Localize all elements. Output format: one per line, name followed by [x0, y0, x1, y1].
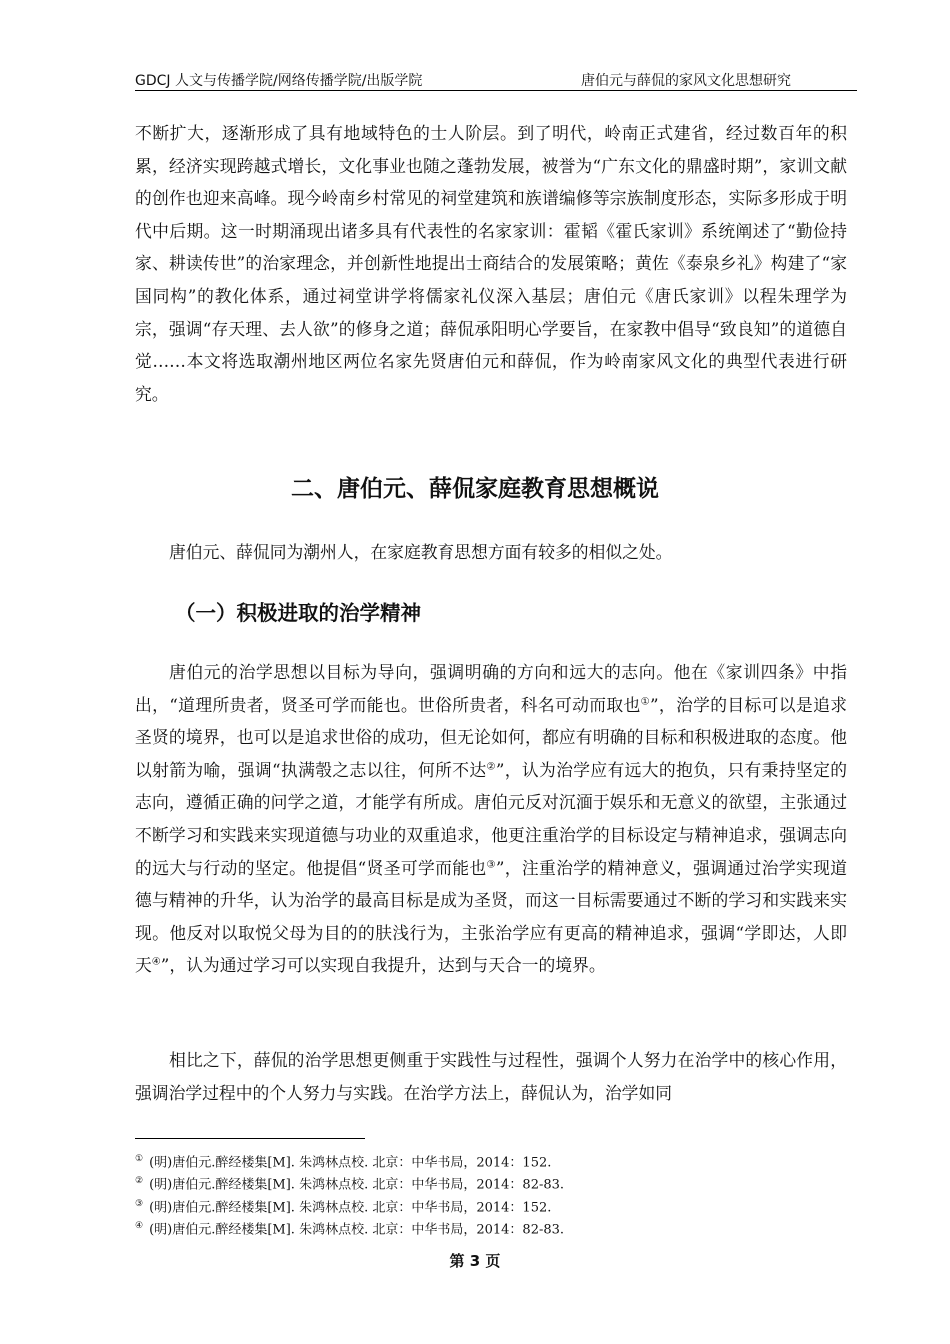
footnote-item: [135, 1150, 855, 1172]
paragraph-text: ”，认为治学应有远大的抱负，只有秉持坚定的志向，遵循正确的问学之道，才能学有所成。唐伯元反对沉湎于娱乐和无意义的欲望，主张通过不断学习和实践来实现道德与功业的双重追求，他更注重治学的目标设定与精神追求，强调志向的远大与行动的坚定。他提倡“贤圣可学而能也: [135, 759, 847, 878]
footnote-mark: ①: [135, 1154, 144, 1164]
body-paragraph-tang: [135, 656, 847, 982]
header-institution: GDCJ 人文与传播学院/网络传播学院/出版学院: [135, 73, 423, 89]
subsection-heading: （一）积极进取的治学精神: [175, 601, 421, 625]
paragraph-text: 唐伯元的治学思想以目标为导向，强调明确的方向和远大的志向。他在《家训四条》中指出，“道理所贵者，贤圣可学而能也。世俗所贵者，科名可动而取也: [135, 662, 847, 715]
paragraph-text: ”，认为通过学习可以实现自我提升，达到与天合一的境界。: [160, 955, 606, 976]
paragraph-text: ”，治学的目标可以是追求圣贤的境界，也可以是追求世俗的成功，但无论如何，都应有明确的目标和积极进取的态度。他以射箭为喻，强调“执满彀之志以往，何所不达: [135, 694, 847, 780]
footnote-text: (明)唐伯元.醉经楼集[M]. 朱鸿林点校. 北京：中华书局，2014：152.: [149, 1199, 552, 1215]
footnote-item: [135, 1217, 855, 1239]
running-header: [135, 70, 857, 91]
footnote-ref-3[interactable]: ③: [486, 858, 496, 870]
paragraph-text: ”，注重治学的精神意义，强调通过治学实现道德与精神的升华，认为治学的最高目标是成为圣贤，而这一目标需要通过不断的学习和实践来实现。他反对以取悦父母为目的的肤浅行为，主张治学应有更高的精神追求，强调“学即达，人即天: [135, 857, 847, 976]
footnote-divider: [135, 1138, 365, 1139]
footnote-text: (明)唐伯元.醉经楼集[M]. 朱鸿林点校. 北京：中华书局，2014：152.: [149, 1155, 552, 1171]
footnote-ref-2[interactable]: ②: [486, 761, 496, 773]
section-intro-paragraph: 唐伯元、薛侃同为潮州人，在家庭教育思想方面有较多的相似之处。: [169, 542, 673, 562]
header-paper-title: 唐伯元与薛侃的家风文化思想研究: [581, 73, 791, 89]
body-paragraph-1: 不断扩大，逐渐形成了具有地域特色的士人阶层。到了明代，岭南正式建省，经过数百年的积累，经济实现跨越式增长，文化事业也随之蓬勃发展，被誉为“广东文化的鼎盛时期”，家训文献的创作也迎来高峰。现今岭南乡村常见的祠堂建筑和族谱编修等宗族制度形态，实际多形成于明代中后期。这一时期涌现出诸多具有代表性的名家家训：霍韬《霍氏家训》系统阐述了“勤俭持家、耕读传世”的治家理念，并创新性地提出士商结合的发展策略；黄佐《泰泉乡礼》构建了“家国同构”的教化体系，通过祠堂讲学将儒家礼仪深入基层；唐伯元《唐氏家训》以程朱理学为宗，强调“存天理、去人欲”的修身之道；薛侃承阳明心学要旨，在家教中倡导“致良知”的道德自觉……本文将选取潮州地区两位名家先贤唐伯元和薛侃，作为岭南家风文化的典型代表进行研究。: [135, 123, 847, 404]
footnote-text: (明)唐伯元.醉经楼集[M]. 朱鸿林点校. 北京：中华书局，2014：82-83.: [149, 1177, 565, 1193]
page-number: 第 3 页: [449, 1252, 501, 1270]
footnote-ref-1[interactable]: ①: [640, 696, 650, 707]
footnote-ref-4[interactable]: ④: [151, 956, 161, 968]
body-paragraph-xue: 相比之下，薛侃的治学思想更侧重于实践性与过程性，强调个人努力在治学中的核心作用，强调治学过程中的个人努力与实践。在治学方法上，薛侃认为，治学如同: [135, 1050, 847, 1103]
footnote-mark: ③: [135, 1198, 144, 1209]
section-heading: 二、唐伯元、薛侃家庭教育思想概说: [291, 476, 659, 502]
footnote-text: (明)唐伯元.醉经楼集[M]. 朱鸿林点校. 北京：中华书局，2014：82-83.: [149, 1222, 565, 1238]
footnote-item: [135, 1172, 855, 1194]
footnote-list: [135, 1150, 855, 1239]
footnote-mark: ②: [135, 1176, 144, 1187]
footnote-mark: ④: [135, 1220, 144, 1231]
footnote-item: [135, 1195, 855, 1217]
